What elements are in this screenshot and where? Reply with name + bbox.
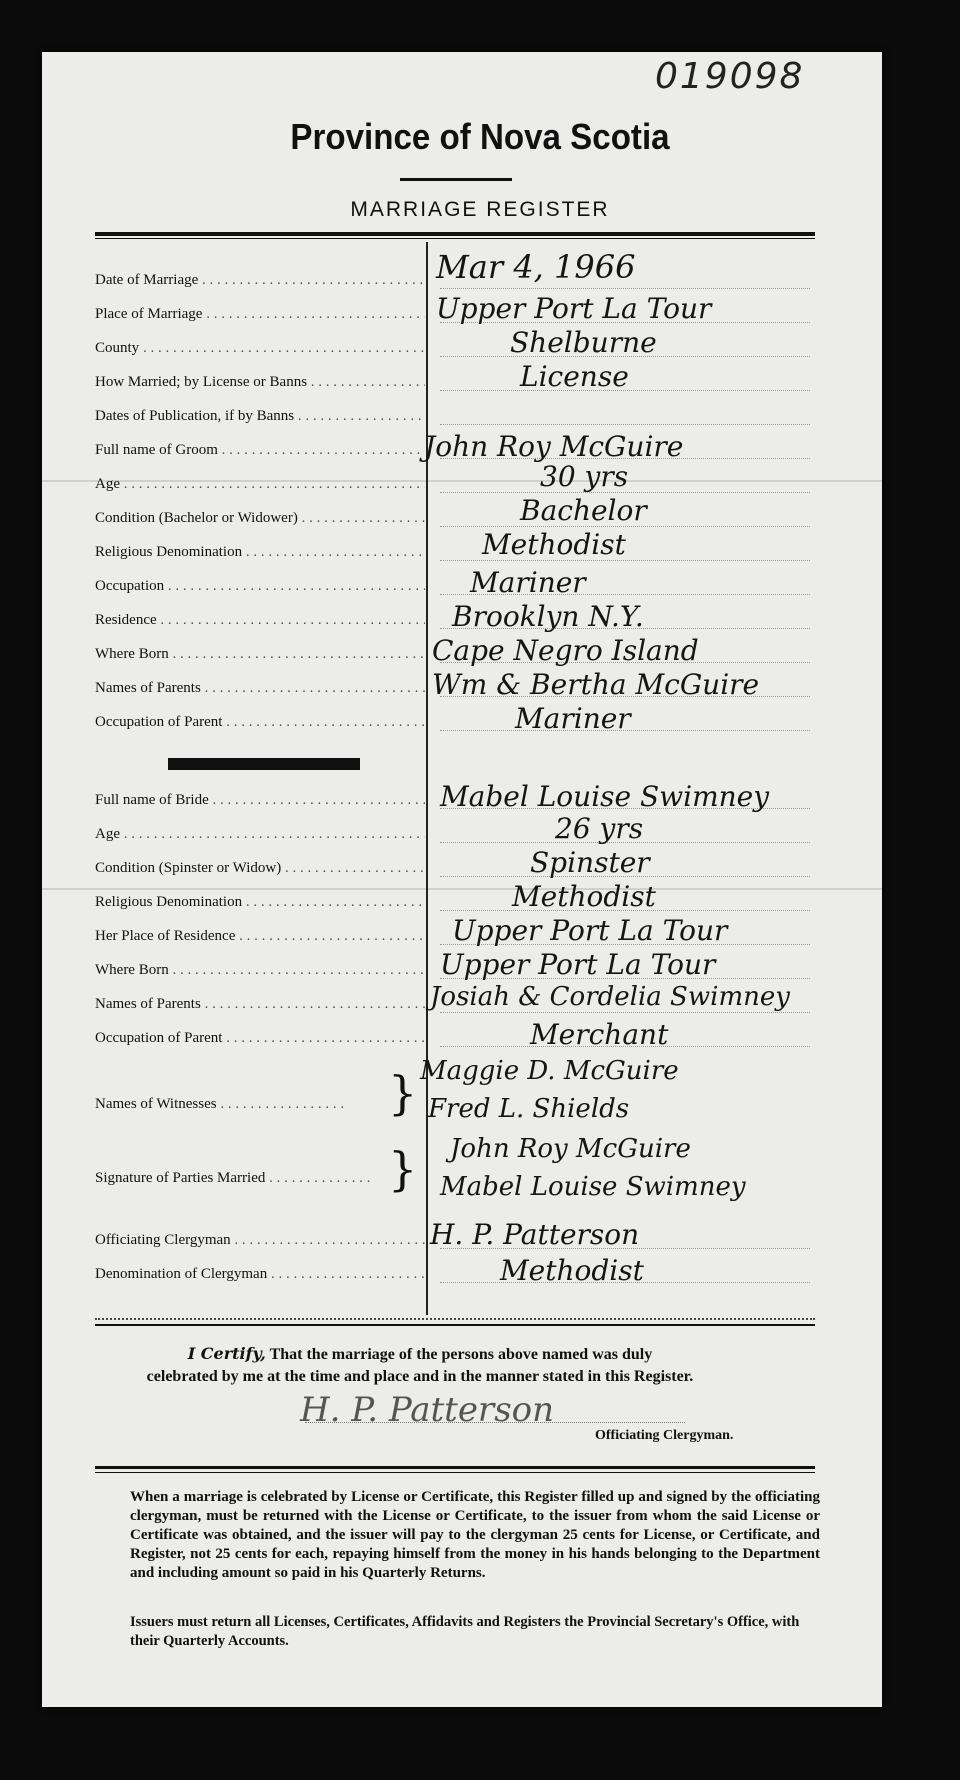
entry-groom-religion: Methodist [482,528,626,561]
row-how-married [95,374,810,394]
label-bride-parent-occupation: Occupation of Parent . . . [95,1030,425,1047]
entry-signature-1: John Roy McGuire [450,1134,691,1164]
label-signatures: Signature of Parties Married . . . [95,1170,375,1187]
row-bride-age [95,826,810,846]
certificate-line-2: celebrated by me at the time and place and in the manner stated in this Register. [146,1368,694,1385]
notice-rule [95,1466,815,1469]
entry-witness-2: Fred L. Shields [428,1094,630,1124]
entry-groom-age: 30 yrs [540,460,629,493]
label-bride-condition: Condition (Spinster or Widow) . . . [95,860,425,877]
certificate-caption: Officiating Clergyman. [595,1428,734,1443]
witnesses-brace: } [388,1066,418,1120]
label-groom-parents: Names of Parents . . . [95,680,425,697]
row-bride-religion [95,894,810,914]
label-county: County . . . [95,340,425,357]
certificate-text-1: That the marriage of the persons above named was duly [269,1346,653,1363]
label-place-of-marriage: Place of Marriage . . . [95,306,425,323]
label-groom-name: Full name of Groom . . . [95,442,425,459]
label-groom-age: Age . . . [95,476,425,493]
entry-groom-name: John Roy McGuire [424,430,684,463]
entry-place-of-marriage: Upper Port La Tour [436,292,712,325]
entry-bride-religion: Methodist [512,880,656,913]
row-bride-parent-occupation [95,1030,810,1050]
entry-bride-name: Mabel Louise Swimney [440,780,770,813]
row-groom-age [95,476,810,496]
label-groom-religion: Religious Denomination . . . [95,544,425,561]
entry-bride-condition: Spinster [530,846,650,879]
entry-bride-residence: Upper Port La Tour [452,914,728,947]
title-rule [400,178,512,181]
label-clergyman: Officiating Clergyman . . . [95,1232,425,1249]
row-groom-parent-occupation [95,714,810,734]
signature-line [305,1422,685,1423]
header-rule [95,232,815,236]
certificate-rule [95,1324,815,1326]
label-bride-religion: Religious Denomination . . . [95,894,425,911]
certificate-line-1 [0,1344,840,1364]
column-divider [426,242,428,1315]
label-bride-residence: Her Place of Residence . . . [95,928,425,945]
row-groom-religion [95,544,810,564]
entry-clergyman: H. P. Patterson [430,1218,640,1251]
signatures-brace: } [388,1142,418,1196]
label-clergy-denomination: Denomination of Clergyman . . . [95,1266,425,1283]
label-dates-of-publication: Dates of Publication, if by Banns . . . [95,408,425,425]
row-bride-condition [95,860,810,880]
row-groom-occupation [95,578,810,598]
label-groom-residence: Residence . . . [95,612,425,629]
label-witnesses: Names of Witnesses . . . [95,1096,345,1113]
notice-footer: Issuers must return all Licenses, Certificates, Affidavits and Registers the Provincial Secretary's Office, with their Quarterly Accounts. [130,1614,800,1649]
label-bride-parents: Names of Parents . . . [95,996,425,1013]
label-groom-occupation: Occupation . . . [95,578,425,595]
label-how-married: How Married; by License or Banns . . . [95,374,425,391]
entry-county: Shelburne [510,326,657,359]
certificate-top-rule [95,1318,815,1320]
label-bride-name: Full name of Bride . . . [95,792,425,809]
label-bride-born: Where Born . . . [95,962,425,979]
label-groom-condition: Condition (Bachelor or Widower) . . . [95,510,425,527]
label-groom-parent-occupation: Occupation of Parent . . . [95,714,425,731]
entry-witness-1: Maggie D. McGuire [420,1056,679,1086]
section-divider-bar [168,758,360,770]
entry-how-married: License [520,360,629,393]
entry-bride-born: Upper Port La Tour [440,948,716,981]
register-number: 019098 [655,56,805,97]
entry-groom-occupation: Mariner [470,566,586,599]
certificate-signature: H. P. Patterson [300,1390,555,1430]
entry-groom-parents: Wm & Bertha McGuire [432,668,760,701]
entry-bride-age: 26 yrs [555,812,644,845]
label-date-of-marriage: Date of Marriage . . . [95,272,425,289]
entry-date-of-marriage: Mar 4, 1966 [436,248,636,286]
row-clergy-denomination [95,1266,810,1286]
notice-rule-thin [95,1472,815,1473]
page-subtitle: MARRIAGE REGISTER [350,198,610,221]
notice-paragraph: When a marriage is celebrated by License or Certificate, this Register filled up and signed by the officiating clergyman, must be returned with the License or Certificate, to the issuer from whom the said License or Certificate was obtained, and the issuer will pay to the clergyman 25 cents for License, or Certificate, and Register, not 25 cents for each, repaying himself from the money in his hands belonging to the Department and including amount so paid in his Quarterly Returns. [130,1489,820,1581]
entry-groom-born: Cape Negro Island [432,634,699,667]
entry-groom-parent-occupation: Mariner [515,702,631,735]
header-rule-thin [95,238,815,239]
entry-clergy-denomination: Methodist [500,1254,644,1287]
page-title: Province of Nova Scotia [290,116,670,157]
entry-bride-parent-occupation: Merchant [530,1018,669,1051]
label-groom-born: Where Born . . . [95,646,425,663]
entry-signature-2: Mabel Louise Swimney [440,1172,746,1202]
paper-fold [42,888,882,890]
entry-groom-condition: Bachelor [520,494,647,527]
certificate-lead: I Certify, [187,1344,266,1363]
row-dates-of-publication [95,408,810,428]
row-county [95,340,810,360]
entry-groom-residence: Brooklyn N.Y. [452,600,644,633]
entry-bride-parents: Josiah & Cordelia Swimney [430,982,790,1012]
label-bride-age: Age . . . [95,826,425,843]
row-groom-condition [95,510,810,530]
